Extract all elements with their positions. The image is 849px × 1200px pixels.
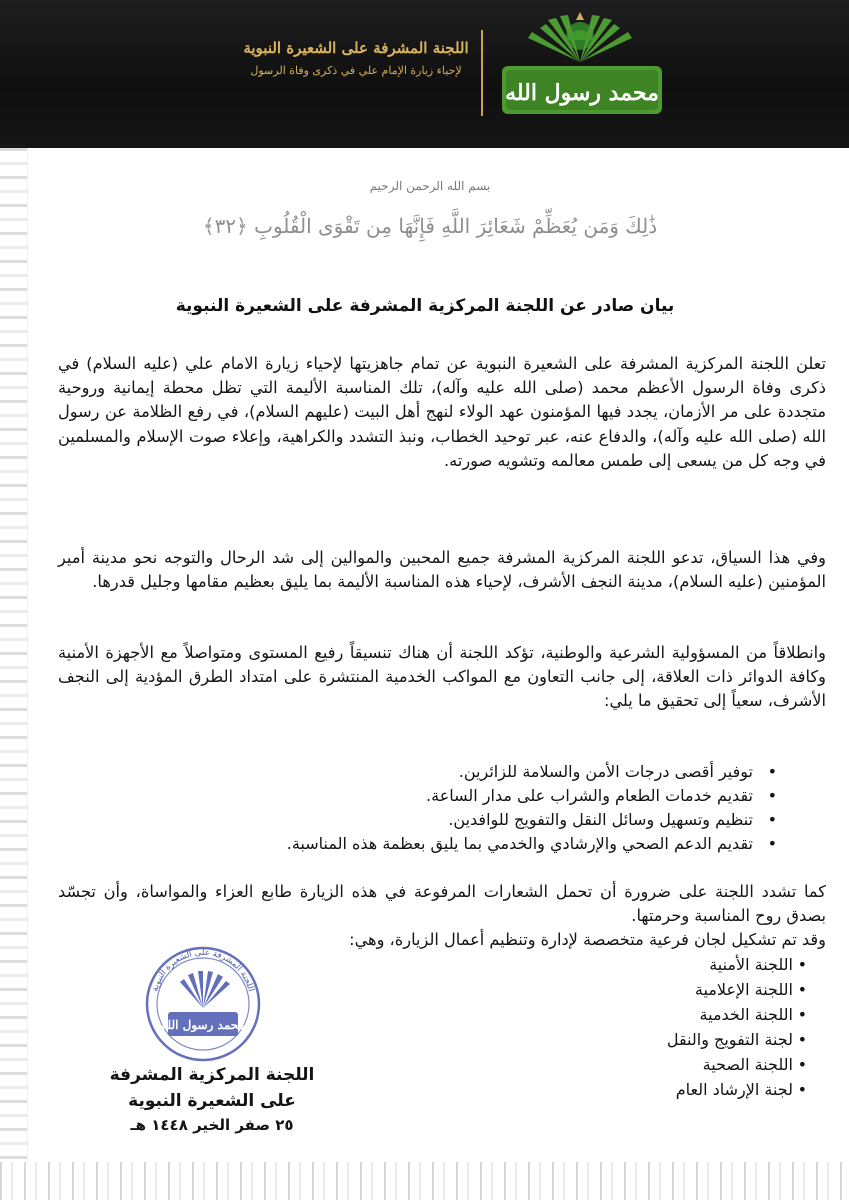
goal-item: • تقديم الدعم الصحي والإرشادي والخدمي بما يليق بعظمة هذه المناسبة.: [217, 832, 777, 856]
paragraph-invitation: وفي هذا السياق، تدعو اللجنة المركزية المشرفة جميع المحبين والموالين إلى شد الرحال والتوجه نحو مدينة أمير المؤمنين (عليه السلام)، مدينة النجف الأشرف، لإحياء هذه المناسبة الأليمة بما يليق بعظيم مقامها وجليل قدرها.: [58, 548, 826, 592]
signature-line2: على الشعيرة النبوية: [128, 1091, 296, 1111]
goal-item: • توفير أقصى درجات الأمن والسلامة للزائرين.: [217, 760, 777, 784]
paragraph-coordination: وانطلاقاً من المسؤولية الشرعية والوطنية، تؤكد اللجنة أن هناك تنسيقاً رفيع المستوى ومتواصلاً مع الأجهزة الأمنية وكافة الدوائر ذات العلاقة، إلى جانب التعاون مع المواكب الخدمية المنتشرة على امتداد الطرق المؤدية إلى النجف الأشرف، سعياً إلى تحقيق ما يلي:: [58, 643, 826, 711]
paragraph-announcement: تعلن اللجنة المركزية المشرفة على الشعيرة النبوية عن تمام جاهزيتها لإحياء زيارة الامام علي (عليه السلام) في ذكرى وفاة الرسول الأعظم محمد (صلى الله عليه وآله)، تلك المناسبة الأليمة التي تظل محطة إيمانية وروحية متجددة على مر الأزمان، يجدد فيها المؤمنون عهد الولاء لنهج أهل البيت (عليهم السلام)، في رفع الظلامة عن رسول الله (صلى الله عليه وآله)، والدفاع عنه، عبر توحيد الخطاب، ونبذ التشدد والكراهية، وإعلاء صوت الإسلام والمسلمين في وجه كل من يسعى إلى طمس معالمه وتشويه صورته.: [58, 354, 826, 470]
official-stamp: [128, 942, 278, 1072]
goal-item: • تنظيم وتسهيل وسائل النقل والتفويج للوافدين.: [217, 808, 777, 832]
header-banner: [0, 0, 849, 148]
header-divider: [481, 30, 483, 116]
header-title: اللجنة المشرفة على الشعيرة النبوية: [243, 39, 469, 57]
quran-verse: ذَٰلِكَ وَمَن يُعَظِّمْ شَعَائِرَ اللَّهِ فَإِنَّهَا مِن تَقْوَى الْقُلُوبِ ﴿٣٢﴾: [202, 214, 658, 238]
committee-item: • اللجنة الأمنية: [507, 952, 807, 977]
signature-date: ٢٥ صفر الخير ١٤٤٨ هـ: [130, 1116, 294, 1134]
header-subtitle: لإحياء زيارة الإمام علي في ذكرى وفاة الرسول: [250, 64, 462, 77]
committee-item: • لجنة التفويج والنقل: [507, 1027, 807, 1052]
committee-item: • اللجنة الصحية: [507, 1052, 807, 1077]
logo-text: محمد رسول الله: [505, 80, 659, 106]
header-titles: [240, 36, 472, 82]
logo-emblem: [488, 10, 672, 138]
committee-item: • لجنة الإرشاد العام: [507, 1077, 807, 1102]
svg-text:اللجنة المشرفة على الشعيرة الن: اللجنة المشرفة على الشعيرة النبوية: [150, 947, 256, 993]
goal-item: • تقديم خدمات الطعام والشراب على مدار الساعة.: [217, 784, 777, 808]
side-ornament: [0, 148, 28, 1200]
committees-list: [507, 952, 807, 1102]
committee-item: • اللجنة الإعلامية: [507, 977, 807, 1002]
signature-org: [82, 1062, 342, 1114]
signature-line1: اللجنة المركزية المشرفة: [109, 1065, 315, 1085]
basmala: بسم الله الرحمن الرحيم: [369, 179, 491, 193]
bottom-ornament: [0, 1162, 849, 1200]
committees-intro: وقد تم تشكيل لجان فرعية متخصصة لإدارة وتنظيم أعمال الزيارة، وهي:: [349, 930, 826, 950]
svg-text:محمد رسول الله: محمد رسول الله: [161, 1018, 245, 1032]
statement-title: بيان صادر عن اللجنة المركزية المشرفة على الشعيرة النبوية: [175, 296, 675, 316]
goals-list: [217, 760, 777, 856]
slogans-text: كما تشدد اللجنة على ضرورة أن تحمل الشعارات المرفوعة في هذه الزيارة طابع العزاء والمواساة، وأن تجسّد بصدق روح المناسبة وحرمتها.: [58, 882, 826, 926]
committee-item: • اللجنة الخدمية: [507, 1002, 807, 1027]
